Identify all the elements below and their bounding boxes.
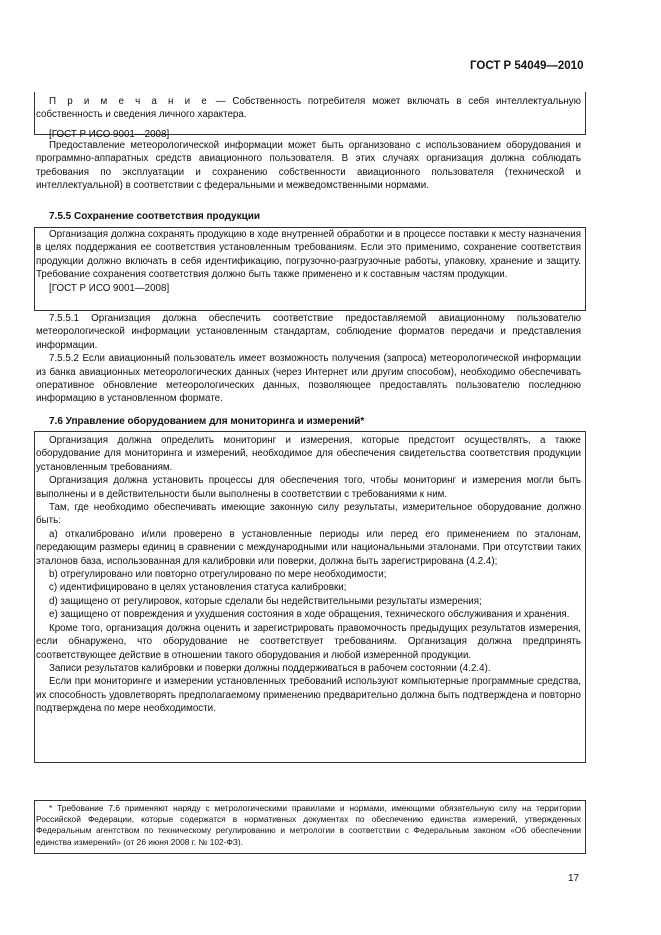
section-76-paragraph: Если при мониторинге и измерении установленных требований используют компьютерные программные средства, их способность удовлетворять предполагаемому применению предварительно должна быть подтверждена и повторно подтверждена по мере необходимости. bbox=[36, 676, 581, 715]
meteo-paragraph bbox=[36, 139, 581, 193]
section-76-paragraph: Кроме того, организация должна оценить и зарегистрировать правомочность предыдущих результатов измерения, если обнаружено, что оборудование не соответствует требованиям. Организация должна предпринять соответствующее действие в отношении такого оборудования и любой измеренной продукции. bbox=[36, 622, 581, 661]
section-755-reference: [ГОСТ Р ИСО 9001—2008] bbox=[49, 282, 170, 294]
standard-header: ГОСТ Р 54049—2010 bbox=[470, 60, 584, 72]
note-block bbox=[36, 95, 581, 141]
list-item: d) защищено от регулировок, которые сделали бы недействительными результаты измерения; bbox=[49, 595, 482, 607]
meteo-text: Предоставление метеорологической информации может быть организовано с использованием оборудования и программно-аппаратных средств авиационного пользователя. В этих случаях организация должна соблюдать требования по эксплуатации и сохранению собственности авиационного пользователя (технической и интеллектуальной) в соответствии с федеральными и межведомственными нормами. bbox=[36, 140, 581, 192]
note-text: — Собственность потребителя может включать в себя интеллектуальную собственность и сведения личного характера. bbox=[36, 96, 581, 121]
section-7552-text: 7.5.5.2 Если авиационный пользователь имеет возможность получения (запроса) метеорологической информации из банка авиационных метеорологических данных (через Интернет или другим способом), необходимо обеспечивать оперативное обновление метеорологических данных, позволяющее предоставлять пользователю последнюю информацию в установленном формате. bbox=[36, 353, 581, 405]
list-item: b) отрегулировано или повторно отрегулировано по мере необходимости; bbox=[49, 569, 387, 581]
page-number: 17 bbox=[568, 873, 580, 884]
section-76-paragraph: Там, где необходимо обеспечивать имеющие законную силу результаты, измерительное оборудование должно быть: bbox=[36, 502, 581, 527]
section-76-heading: 7.6 Управление оборудованием для мониторинга и измерений* bbox=[49, 416, 365, 427]
list-item: c) идентифицировано в целях установления статуса калибровки; bbox=[49, 582, 347, 594]
list-item: e) защищено от повреждения и ухудшения состояния в ходе обращения, технического обслуживания и хранения. bbox=[49, 609, 570, 621]
footnote-text: * Требование 7.6 применяют наряду с метрологическими правилами и нормами, имеющими обязательную силу на территории Российской Федерации, которые содержатся в нормативных документах по обеспечению единства измерений, утвержденных Федеральным агентством по техническому регулированию и метрологии в соответствии с Федеральным законом «Об обеспечении единства измерений» (от 26 июня 2008 г. № 102-ФЗ). bbox=[36, 803, 581, 847]
section-7551-text: 7.5.5.1 Организация должна обеспечить соответствие предоставляемой авиационному пользователю метеорологической информации установленным стандартам, соблюдение форматов передачи и представления информации. bbox=[36, 313, 581, 351]
footnote bbox=[36, 803, 581, 848]
section-755-box-content bbox=[36, 228, 581, 295]
section-76-content bbox=[36, 434, 581, 716]
section-755-box-text: Организация должна сохранять продукцию в ходе внутренней обработки и в процессе поставки к месту назначения в целях поддержания ее соответствия установленным требованиям. Если это применимо, сохранение соответствия продукции должно включать в себя идентификацию, погрузочно-разгрузочные работы, упаковку, хранение и защиту. Требование сохранения соответствия должно быть также применено и к составным частям продукции. bbox=[36, 229, 581, 281]
section-755-paragraphs bbox=[36, 312, 581, 406]
note-label: П р и м е ч а н и е bbox=[49, 96, 209, 107]
section-755-heading: 7.5.5 Сохранение соответствия продукции bbox=[49, 211, 261, 222]
section-76-paragraph: Записи результатов калибровки и поверки должны поддерживаться в рабочем состоянии (4.2.4). bbox=[49, 662, 491, 674]
section-76-paragraph: Организация должна установить процессы для обеспечения того, чтобы мониторинг и измерения могли быть выполнены и в действительности были выполнены в соответствии с требованиями к ним. bbox=[36, 475, 581, 500]
list-item: а) откалибровано и/или проверено в установленные периоды или перед его применением по эталонам, передающим размеры единиц в сравнении с международными или национальными эталонами. При отсутствии таких эталонов база, использованная для калибровки или поверки, должна быть зарегистрирована (4.2.4); bbox=[36, 528, 581, 567]
note-reference: [ГОСТ Р ИСО 9001—2008] bbox=[49, 128, 170, 140]
section-76-paragraph: Организация должна определить мониторинг и измерения, которые предстоит осуществлять, а также оборудование для мониторинга и измерений, необходимое для обеспечения свидетельства соответствия продукции установленным требованиям. bbox=[36, 435, 581, 473]
